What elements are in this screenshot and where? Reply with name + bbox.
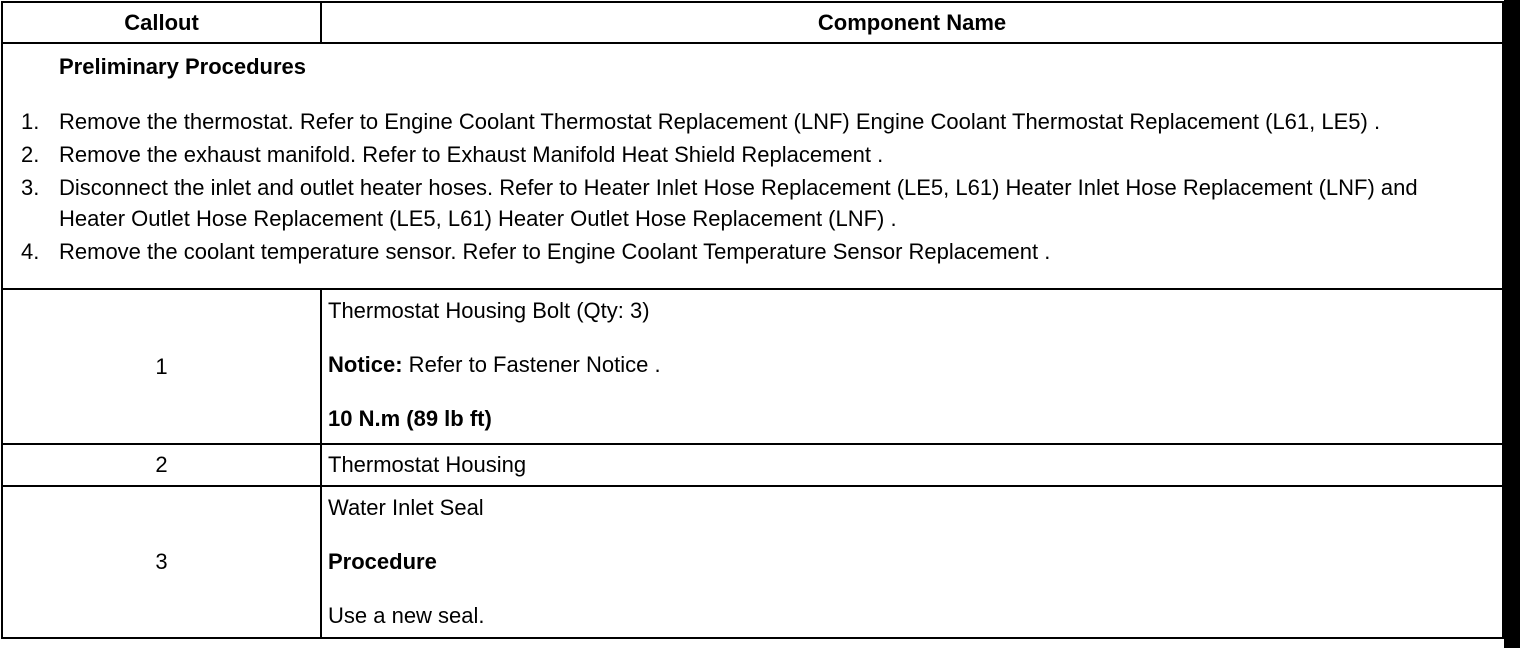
- step-number: 2.: [21, 142, 40, 167]
- preliminary-procedures-row: [2, 43, 1503, 289]
- callout-column-header: Callout: [2, 2, 321, 43]
- component-name: Water Inlet Seal: [328, 495, 484, 520]
- torque-spec: 10 N.m (89 lb ft): [328, 406, 492, 431]
- notice-line: [328, 350, 1496, 380]
- callout-number: 3: [2, 486, 321, 638]
- preliminary-step: [21, 139, 1484, 170]
- notice-text: Refer to Fastener Notice .: [402, 352, 661, 377]
- page-edge-bar: [1504, 0, 1520, 648]
- component-cell: [321, 444, 1503, 486]
- preliminary-step: [21, 236, 1484, 267]
- preliminary-steps-list: [21, 106, 1484, 267]
- component-name: Thermostat Housing Bolt (Qty: 3): [328, 298, 650, 323]
- table-row: [2, 486, 1503, 638]
- preliminary-procedures-title: Preliminary Procedures: [59, 54, 307, 79]
- procedure-label: Procedure: [328, 549, 437, 574]
- table-row: [2, 289, 1503, 444]
- step-number: 3.: [21, 175, 40, 200]
- component-table: [1, 1, 1504, 639]
- step-number: 4.: [21, 239, 40, 264]
- step-text: Remove the exhaust manifold. Refer to Exhaust Manifold Heat Shield Replacement .: [59, 142, 884, 167]
- notice-label: Notice:: [328, 352, 403, 377]
- step-text: Remove the coolant temperature sensor. Refer to Engine Coolant Temperature Sensor Replacement .: [59, 239, 1051, 264]
- component-name-column-header: Component Name: [321, 2, 1503, 43]
- step-text: Disconnect the inlet and outlet heater hoses. Refer to Heater Inlet Hose Replacement (LE5, L61) Heater Inlet Hose Replacement (LNF) and Heater Outlet Hose Replacement (LE5, L61) Heater Outlet Hose Replacement (LNF) .: [59, 175, 1418, 231]
- preliminary-step: [21, 172, 1484, 234]
- component-cell: [321, 289, 1503, 444]
- table-header-row: [2, 2, 1503, 43]
- step-number: 1.: [21, 109, 40, 134]
- component-name: Thermostat Housing: [328, 452, 527, 477]
- procedure-text: Use a new seal.: [328, 603, 485, 628]
- step-text: Remove the thermostat. Refer to Engine Coolant Thermostat Replacement (LNF) Engine Coolant Thermostat Replacement (L61, LE5) .: [59, 109, 1381, 134]
- table-row: [2, 444, 1503, 486]
- callout-number: 2: [2, 444, 321, 486]
- callout-number: 1: [2, 289, 321, 444]
- preliminary-procedures-cell: [2, 43, 1503, 289]
- preliminary-step: [21, 106, 1484, 137]
- component-cell: [321, 486, 1503, 638]
